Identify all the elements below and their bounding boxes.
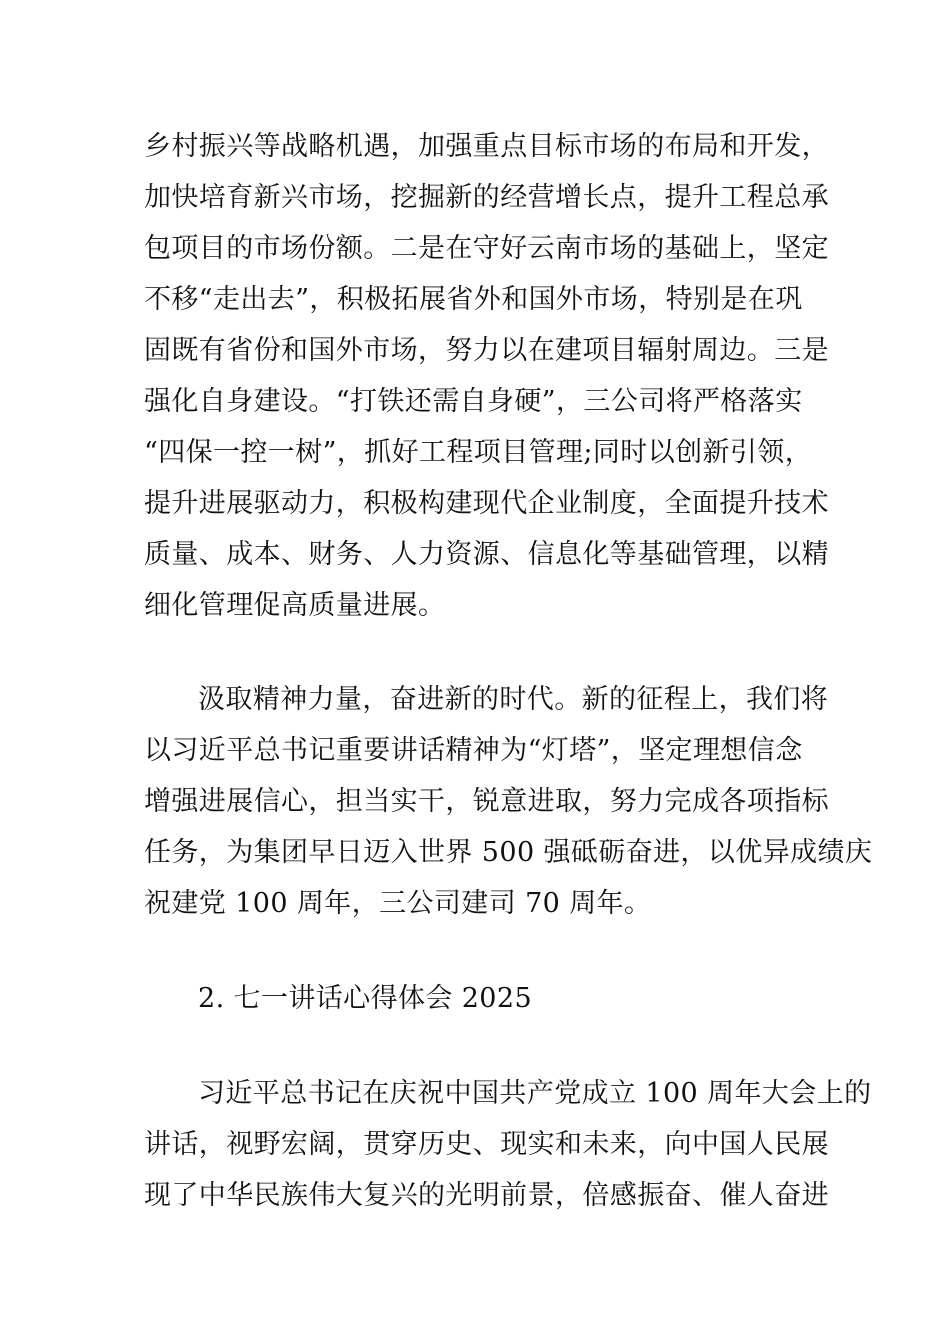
paragraph-line: 强化自身建设。“打铁还需自身硬”，三公司将严格落实 bbox=[144, 386, 803, 417]
paragraph-line: 不移“走出去”，积极拓展省外和国外市场，特别是在巩 bbox=[144, 284, 803, 315]
paragraph-line: 现了中华民族伟大复兴的光明前景，倍感振奋、催人奋进 bbox=[144, 1180, 829, 1211]
paragraph-line: 习近平总书记在庆祝中国共产党成立 100 周年大会上的 bbox=[198, 1078, 872, 1109]
paragraph-line: 质量、成本、财务、人力资源、信息化等基础管理，以精 bbox=[144, 539, 829, 570]
paragraph-line: 加快培育新兴市场，挖掘新的经营增长点，提升工程总承 bbox=[144, 182, 829, 213]
paragraph-line: 汲取精神力量，奋进新的时代。新的征程上，我们将 bbox=[198, 684, 829, 715]
section-heading: 2. 七一讲话心得体会 2025 bbox=[198, 983, 533, 1014]
paragraph-line: 细化管理促高质量进展。 bbox=[144, 590, 446, 621]
paragraph-line: 讲话，视野宏阔，贯穿历史、现实和未来，向中国人民展 bbox=[144, 1129, 829, 1160]
paragraph-line: “四保一控一树”，抓好工程项目管理;同时以创新引领， bbox=[144, 437, 813, 468]
paragraph-line: 增强进展信心，担当实干，锐意进取，努力完成各项指标 bbox=[144, 786, 829, 817]
paragraph-line: 任务，为集团早日迈入世界 500 强砥砺奋进，以优异成绩庆 bbox=[144, 837, 873, 868]
paragraph-line: 固既有省份和国外市场，努力以在建项目辐射周边。三是 bbox=[144, 335, 829, 366]
paragraph-line: 祝建党 100 周年，三公司建司 70 周年。 bbox=[144, 888, 652, 919]
paragraph-line: 乡村振兴等战略机遇，加强重点目标市场的布局和开发， bbox=[144, 131, 829, 162]
paragraph-line: 包项目的市场份额。二是在守好云南市场的基础上，坚定 bbox=[144, 233, 829, 264]
paragraph-line: 以习近平总书记重要讲话精神为“灯塔”，坚定理想信念 bbox=[144, 735, 803, 766]
paragraph-line: 提升进展驱动力，积极构建现代企业制度，全面提升技术 bbox=[144, 488, 829, 519]
